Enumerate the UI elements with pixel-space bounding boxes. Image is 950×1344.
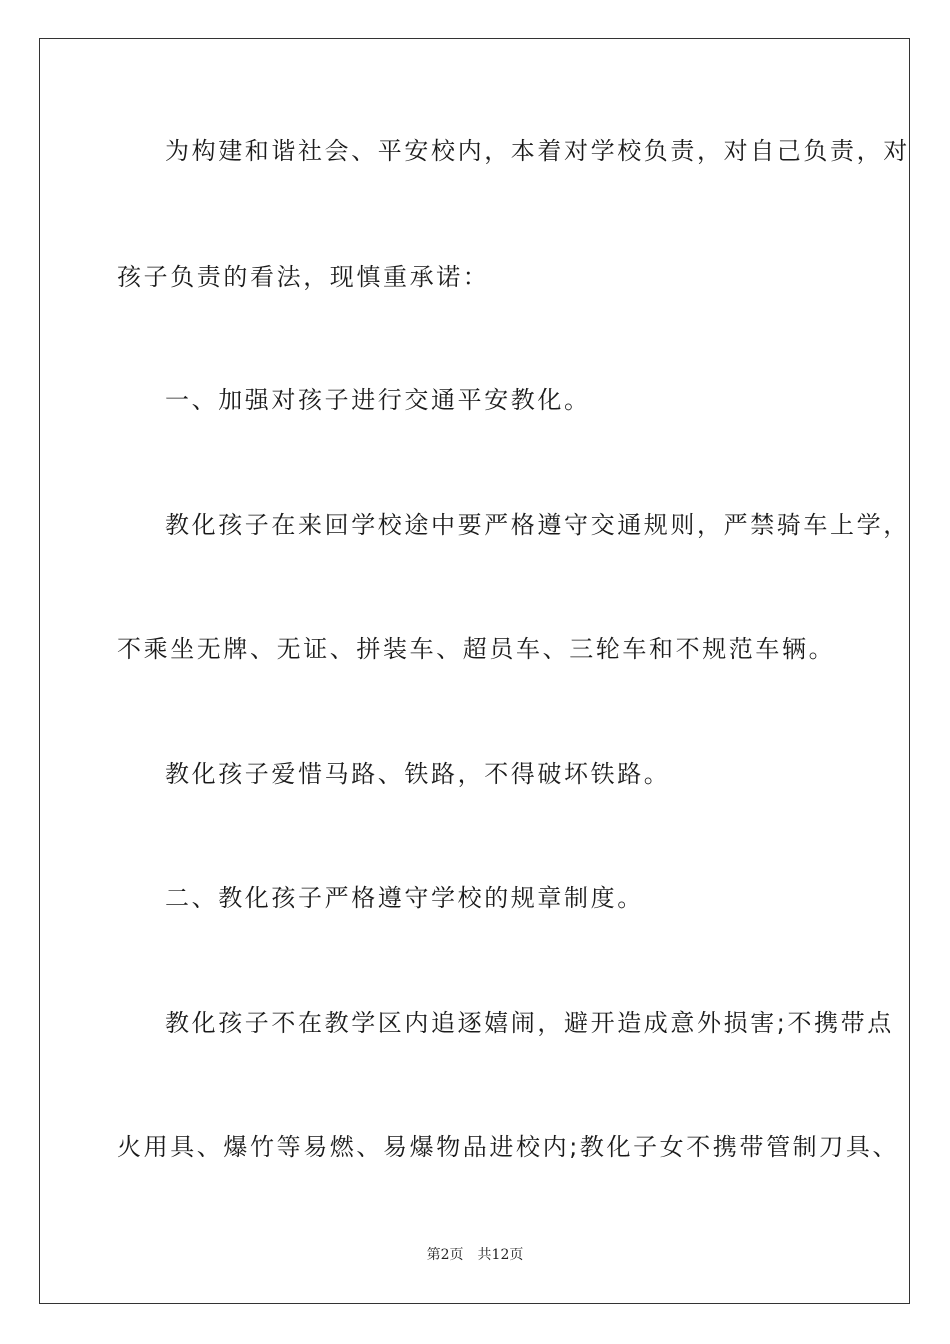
page-border [39,38,910,1304]
paragraph-line-3: 教化孩子在来回学校途中要严格遵守交通规则，严禁骑车上学， [165,511,910,539]
section-heading-1: 一、加强对孩子进行交通平安教化。 [165,386,591,414]
paragraph-line-1: 为构建和谐社会、平安校内，本着对学校负责，对自己负责，对 [165,137,910,165]
page-footer [0,1246,950,1264]
paragraph-line-6: 教化孩子不在教学区内追逐嬉闹，避开造成意外损害;不携带点 [165,1009,894,1037]
page-number: 第2页 [426,1247,464,1263]
page-total: 共12页 [477,1247,524,1263]
section-heading-2: 二、教化孩子严格遵守学校的规章制度。 [165,884,644,912]
paragraph-line-7: 火用具、爆竹等易燃、易爆物品进校内;教化子女不携带管制刀具、 [117,1133,900,1161]
paragraph-line-2: 孩子负责的看法，现慎重承诺： [117,263,490,291]
paragraph-line-4: 不乘坐无牌、无证、拼装车、超员车、三轮车和不规范车辆。 [117,635,836,663]
paragraph-line-5: 教化孩子爱惜马路、铁路，不得破坏铁路。 [165,760,671,788]
